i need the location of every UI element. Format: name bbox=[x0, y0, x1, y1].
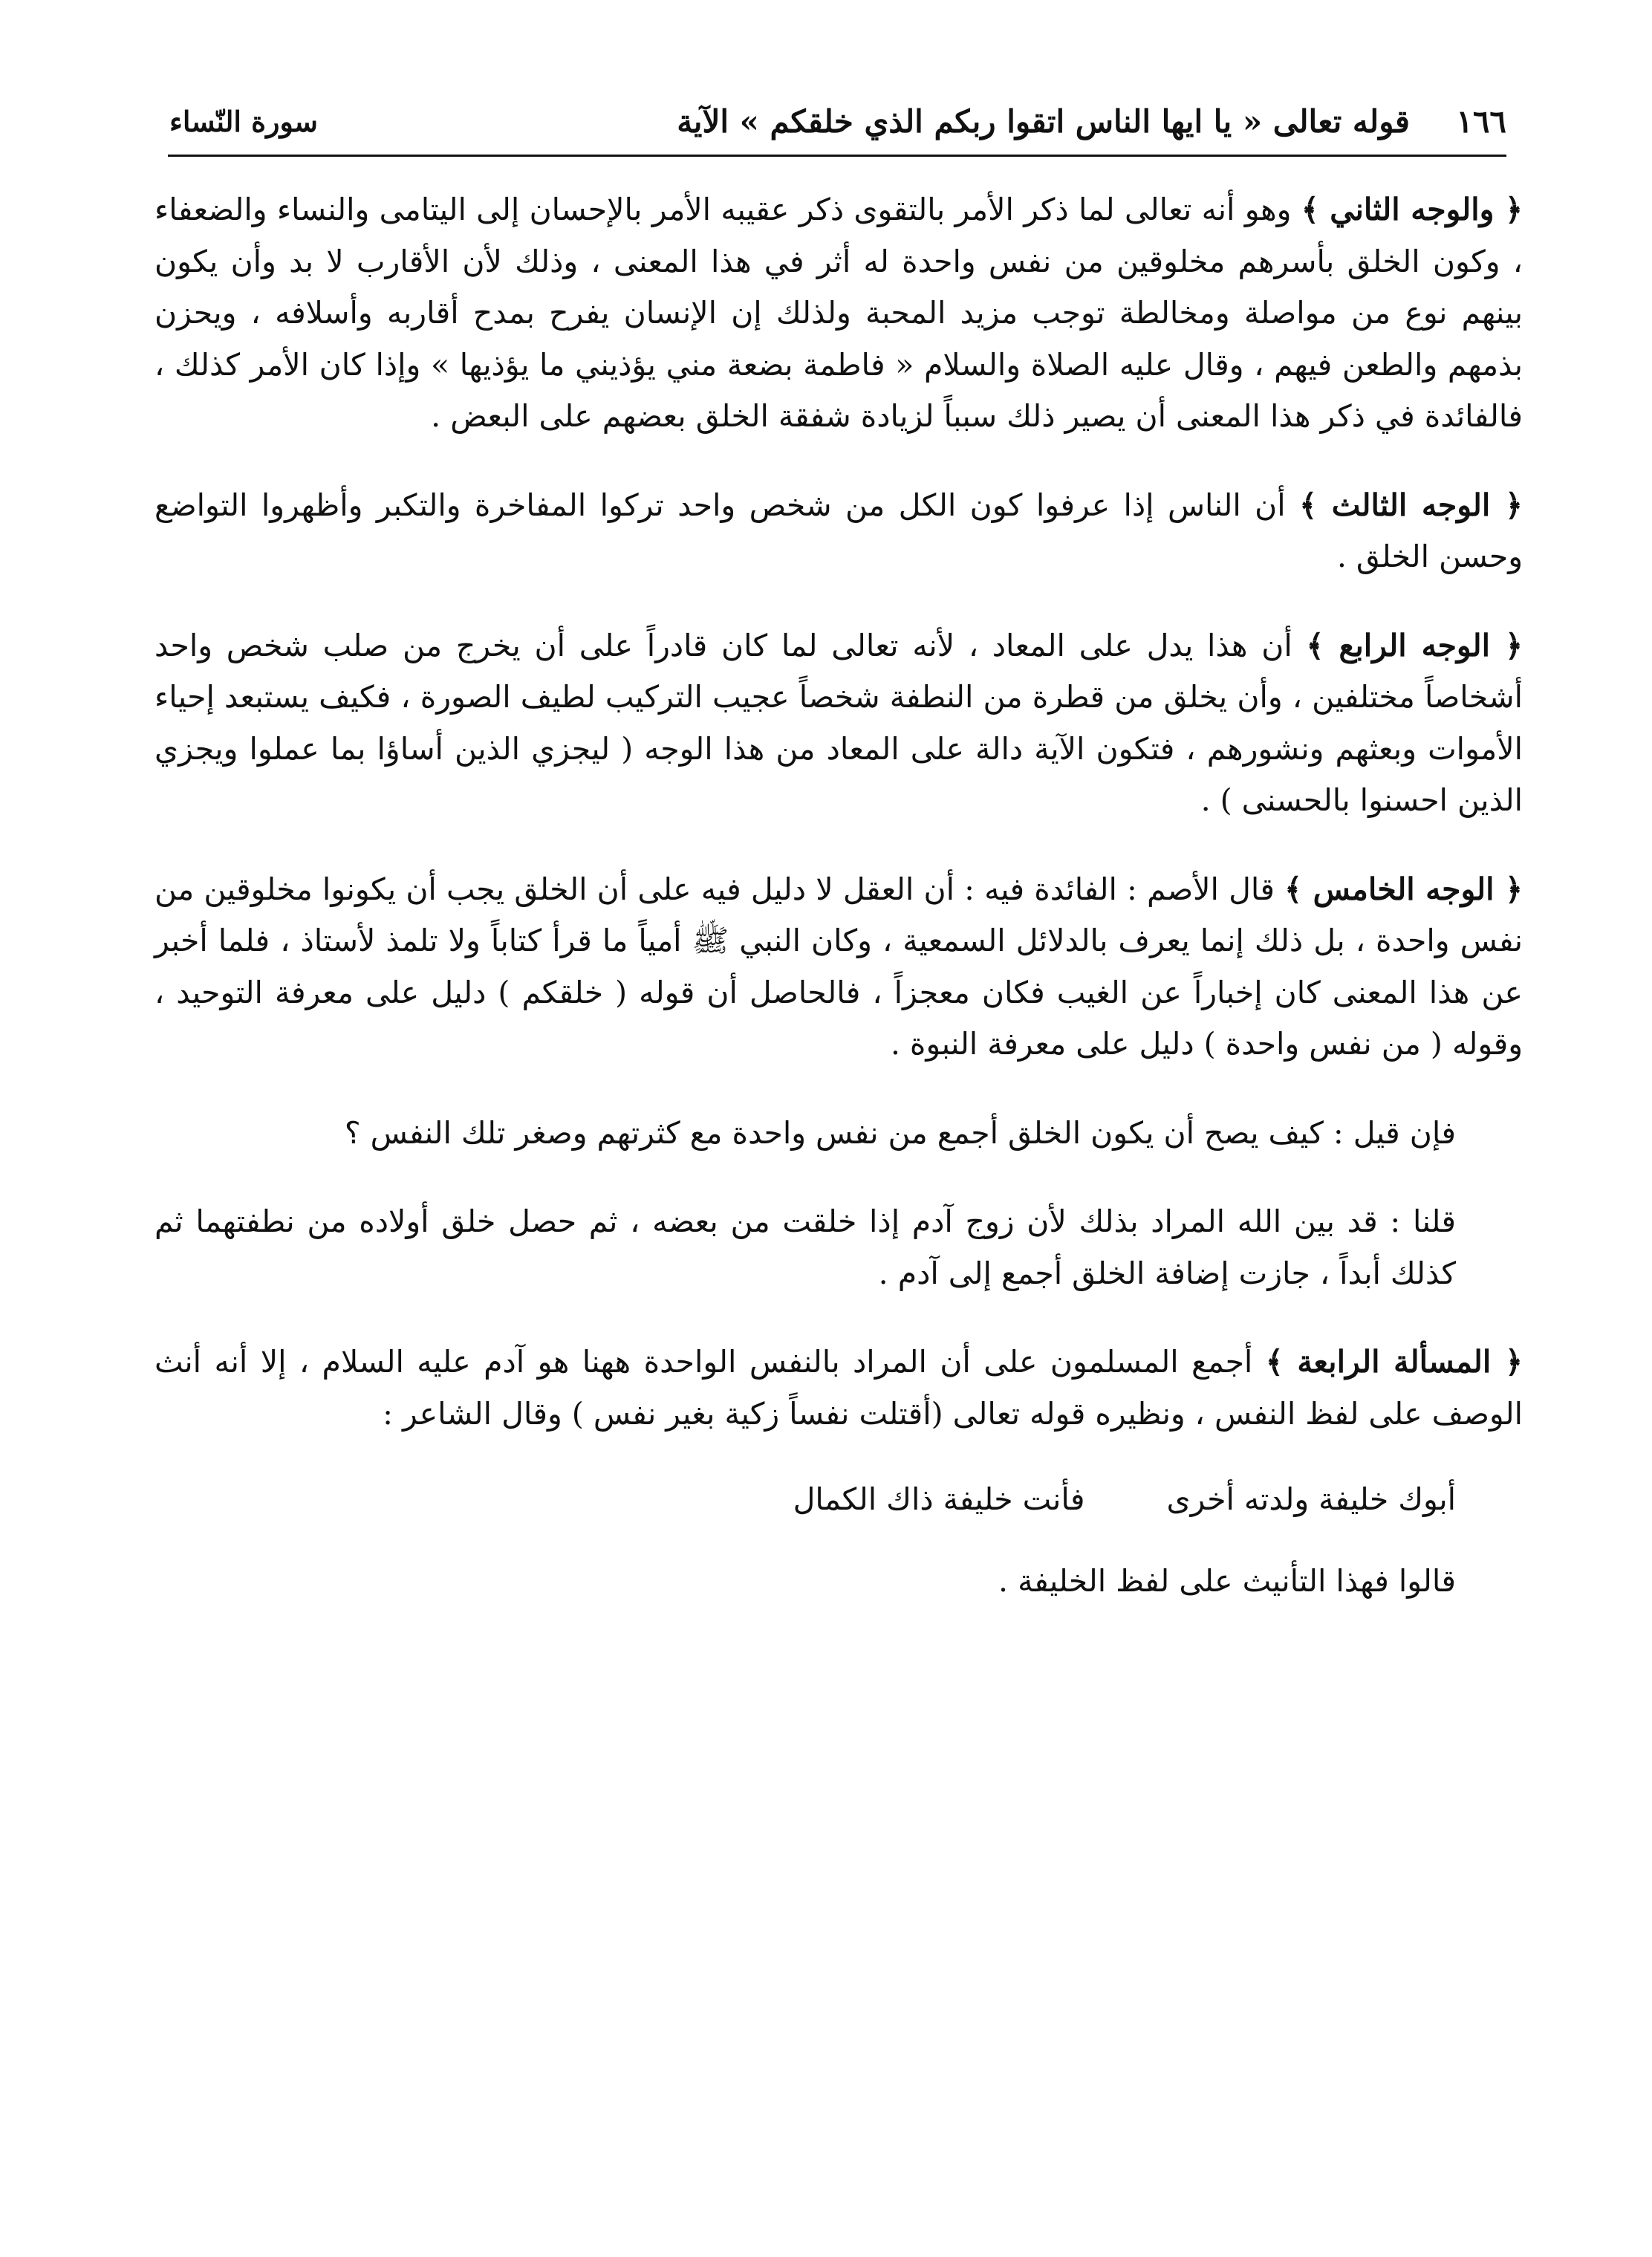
paragraph-fifth-aspect bbox=[155, 864, 1523, 1071]
paragraph-label: ﴿ الوجه الرابع ﴾ bbox=[1306, 627, 1523, 663]
verse-first-half: أبوك خليفة ولدته أخرى bbox=[1166, 1481, 1456, 1517]
paragraph-label: ﴿ والوجه الثاني ﴾ bbox=[1301, 192, 1523, 227]
paragraph-label: ﴿ الوجه الخامس ﴾ bbox=[1284, 871, 1523, 907]
header-title: قوله تعالى « يا ايها الناس اتقوا ربكم الذي خلقكم » الآية bbox=[677, 103, 1410, 140]
running-header bbox=[169, 98, 1506, 146]
paragraph-text: قلنا : قد بين الله المراد بذلك لأن زوج آدم إذا خلقت من بعضه ، ثم حصل خلق أولاده من نطفتهما ثم كذلك أبداً ، جازت إضافة الخلق أجمع إلى آدم . bbox=[155, 1204, 1456, 1291]
poetry-verse bbox=[155, 1474, 1523, 1526]
page-number: ١٦٦ bbox=[1456, 103, 1506, 140]
paragraph-fourth-issue bbox=[155, 1337, 1523, 1440]
paragraph-fourth-aspect bbox=[155, 620, 1523, 827]
paragraph-label: ﴿ المسألة الرابعة ﴾ bbox=[1265, 1344, 1523, 1380]
paragraph-text: فإن قيل : كيف يصح أن يكون الخلق أجمع من نفس واحدة مع كثرتهم وصغر تلك النفس ؟ bbox=[344, 1114, 1456, 1151]
paragraph-text: أن هذا يدل على المعاد ، لأنه تعالى لما كان قادراً على أن يخرج من صلب شخص واحد أشخاصاً مختلفين ، وأن يخلق من قطرة من النطفة شخصاً عجيب التركيب لطيف الصورة ، فكيف يستبعد إحياء الأموات وبعثهم ونشورهم ، فتكون الآية دالة على المعاد من هذا الوجه ( ليجزي الذين أساؤا بما عملوا ويجزي الذين احسنوا بالحسنى ) . bbox=[155, 627, 1523, 818]
paragraph-third-aspect bbox=[155, 480, 1523, 583]
paragraph-text: أن الناس إذا عرفوا كون الكل من شخص واحد تركوا المفاخرة والتكبر وأظهروا التواضع وحسن الخلق . bbox=[155, 487, 1523, 574]
paragraph-second-aspect bbox=[155, 184, 1523, 443]
sura-name: سورة النّساء bbox=[169, 105, 318, 138]
paragraph-text: أجمع المسلمون على أن المراد بالنفس الواحدة ههنا هو آدم عليه السلام ، إلا أنه أنث الوصف على لفظ النفس ، ونظيره قوله تعالى (أقتلت نفساً زكية بغير نفس ) وقال الشاعر : bbox=[155, 1344, 1523, 1432]
paragraph-text: وهو أنه تعالى لما ذكر الأمر بالتقوى ذكر عقيبه الأمر بالإحسان إلى اليتامى والنساء والضعفاء ، وكون الخلق بأسرهم مخلوقين من نفس واحدة له أثر في هذا المعنى ، وذلك لأن الأقارب لا بد وأن يكون بينهم نوع من مواصلة ومخالطة توجب مزيد المحبة ولذلك إن الإنسان يفرح بمدح أقاربه وأسلافه ، ويحزن بذمهم والطعن فيهم ، وقال عليه الصلاة والسلام « فاطمة بضعة مني يؤذيني ما يؤذيها » وإذا كان الأمر كذلك ، فالفائدة في ذكر هذا المعنى أن يصير ذلك سبباً لزيادة شفقة الخلق بعضهم على البعض . bbox=[155, 192, 1523, 434]
page-body bbox=[155, 184, 1523, 1607]
header-rule bbox=[168, 155, 1506, 157]
closing-line: قالوا فهذا التأنيث على لفظ الخليفة . bbox=[998, 1562, 1456, 1599]
paragraph-label: ﴿ الوجه الثالث ﴾ bbox=[1299, 487, 1523, 523]
verse-second-half: فأنت خليفة ذاك الكمال bbox=[793, 1481, 1085, 1517]
paragraph-text: قال الأصم : الفائدة فيه : أن العقل لا دليل فيه على أن الخلق يجب أن يكونوا مخلوقين من نفس واحدة ، بل ذلك إنما يعرف بالدلائل السمعية ، وكان النبي ﷺ أمياً ما قرأ كتاباً ولا تلمذ لأستاذ ، فلما أخبر عن هذا المعنى كان إخباراً عن الغيب فكان معجزاً ، فالحاصل أن قوله ( خلقكم ) دليل على معرفة التوحيد ، وقوله ( من نفس واحدة ) دليل على معرفة النبوة . bbox=[155, 871, 1523, 1062]
paragraph-answer bbox=[155, 1196, 1523, 1299]
paragraph-question bbox=[155, 1108, 1523, 1160]
